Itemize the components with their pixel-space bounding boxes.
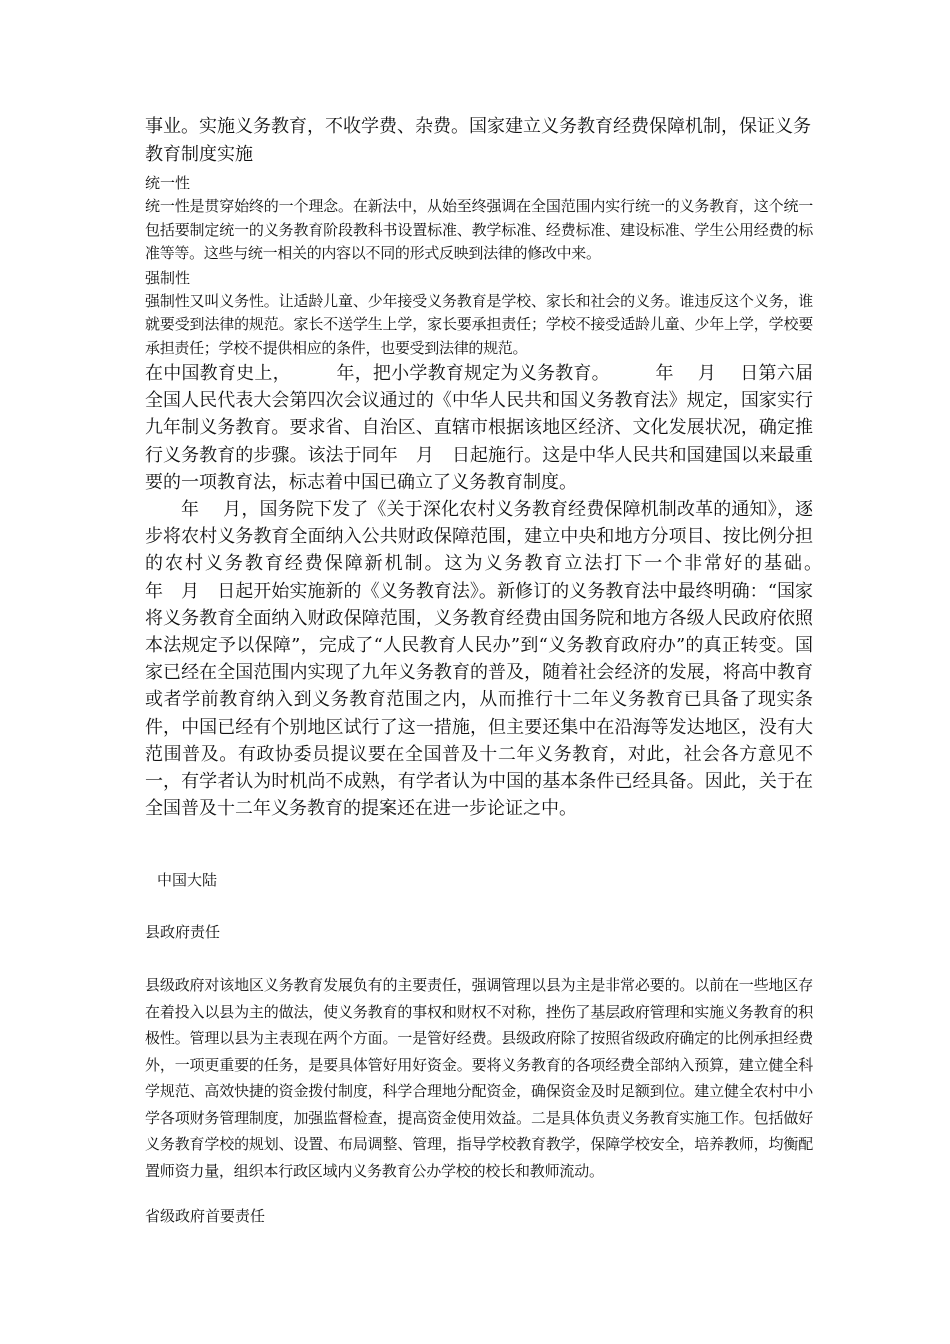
history-paragraph: 在中国教育史上， 年，把小学教育规定为义务教育。 年 月 日第六届全国人民代表大会第四次会议通过的《中华人民共和国义务教育法》规定，国家实行九年制义务教育。要求省、自治区、直辖市根据该地区经济、文化发展状况，确定推行义务教育的步骤。该法于同年 月 日起施行。这是中华人民共和国建国以来最重要的一项教育法，标志着中国已确立了义务教育制度。 — [145, 363, 813, 493]
county-heading: 县政府责任 — [145, 923, 221, 942]
region-heading: 中国大陆 — [157, 871, 218, 890]
intro-paragraph: 事业。实施义务教育，不收学费、杂费。国家建立义务教育经费保障机制，保证义务教育制度实施 — [145, 116, 811, 165]
compulsory-paragraph: 强制性又叫义务性。让适龄儿童、少年接受义务教育是学校、家长和社会的义务。谁违反这个义务，谁就要受到法律的规范。家长不送学生上学，家长要承担责任；学校不接受适龄儿童、少年上学，学校要承担责任；学校不提供相应的条件，也要受到法律的规范。 — [145, 291, 813, 357]
compulsory-heading: 强制性 — [145, 268, 191, 287]
unity-paragraph: 统一性是贯穿始终的一个理念。在新法中，从始至终强调在全国范围内实行统一的义务教育，这个统一包括要制定统一的义务教育阶段教科书设置标准、教学标准、经费标准、建设标准、学生公用经费的标准等等。这些与统一相关的内容以不同的形式反映到法律的修改中来。 — [145, 197, 813, 262]
document-page — [145, 113, 867, 1228]
unity-heading: 统一性 — [145, 174, 191, 192]
county-paragraph: 县级政府对该地区义务教育发展负有的主要责任，强调管理以县为主是非常必要的。以前在一些地区存在着投入以县为主的做法，使义务教育的事权和财权不对称，挫伤了基层政府管理和实施义务教育的积极性。管理以县为主表现在两个方面。一是管好经费。县级政府除了按照省级政府确定的比例承担经费外，一项更重要的任务，是要具体管好用好资金。要将义务教育的各项经费全部纳入预算，建立健全科学规范、高效快捷的资金拨付制度，科学合理地分配资金，确保资金及时足额到位。建立健全农村中小学各项财务管理制度，加强监督检查，提高资金使用效益。二是具体负责义务教育实施工作。包括做好义务教育学校的规划、设置、布局调整、管理，指导学校教育教学，保障学校安全，培养教师，均衡配置师资力量，组织本行政区域内义务教育公办学校的校长和教师流动。 — [145, 976, 813, 1180]
province-heading: 省级政府首要责任 — [145, 1207, 266, 1226]
reform-paragraph: 年 月，国务院下发了《关于深化农村义务教育经费保障机制改革的通知》，逐步将农村义务教育全面纳入公共财政保障范围，建立中央和地方分项目、按比例分担的农村义务教育经费保障新机制。这为义务教育立法打下一个非常好的基础。 年 月 日起开始实施新的《义务教育法》。新修订的义务教育法中最终明确：“国家将义务教育全面纳入财政保障范围，义务教育经费由国务院和地方各级人民政府依照本法规定予以保障”，完成了“人民教育人民办”到“义务教育政府办”的真正转变。国家已经在全国范围内实现了九年义务教育的普及，随着社会经济的发展，将高中教育或者学前教育纳入到义务教育范围之内，从而推行十二年义务教育已具备了现实条件，中国已经有个别地区试行了这一措施，但主要还集中在沿海等发达地区，没有大范围普及。有政协委员提议要在全国普及十二年义务教育，对此，社会各方意见不一，有学者认为时机尚不成熟，有学者认为中国的基本条件已经具备。因此，关于在全国普及十二年义务教育的提案还在进一步论证之中。 — [145, 499, 867, 820]
